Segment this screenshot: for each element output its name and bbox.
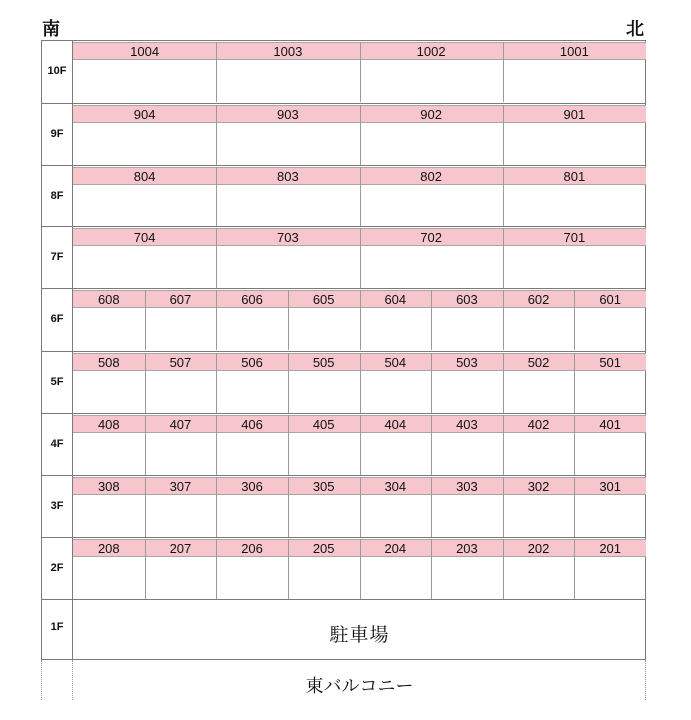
unit-room-area (216, 308, 288, 350)
unit-607 (145, 290, 217, 350)
unit-divider (145, 415, 146, 475)
unit-number: 702 (360, 228, 503, 246)
unit-room-area (360, 60, 503, 102)
unit-number: 508 (73, 353, 145, 371)
unit-801 (503, 167, 646, 227)
unit-room-area (73, 433, 145, 475)
unit-203 (431, 539, 503, 599)
unit-number: 207 (145, 539, 217, 557)
unit-902 (360, 105, 503, 165)
unit-divider (431, 415, 432, 475)
unit-1002 (360, 42, 503, 102)
unit-divider (503, 42, 504, 102)
unit-room-area (73, 495, 145, 537)
unit-number: 403 (431, 415, 503, 433)
unit-divider (145, 539, 146, 599)
unit-divider (574, 415, 575, 475)
unit-number: 604 (360, 290, 432, 308)
floor-label: 6F (50, 313, 64, 325)
unit-number: 206 (216, 539, 288, 557)
unit-room-area (288, 308, 360, 350)
unit-divider (145, 290, 146, 350)
unit-201 (574, 539, 646, 599)
floor-4f (41, 413, 646, 475)
unit-505 (288, 353, 360, 413)
unit-308 (73, 477, 145, 537)
unit-divider (216, 477, 217, 537)
unit-room-area (216, 60, 359, 102)
unit-number: 803 (216, 167, 359, 185)
unit-room-area (73, 185, 216, 227)
unit-number: 608 (73, 290, 145, 308)
unit-1001 (503, 42, 646, 102)
unit-divider (216, 167, 217, 227)
unit-301 (574, 477, 646, 537)
unit-divider (574, 477, 575, 537)
unit-divider (503, 415, 504, 475)
floor-7f (41, 226, 646, 288)
unit-room-area (73, 60, 216, 102)
unit-804 (73, 167, 216, 227)
floor-label: 8F (50, 190, 64, 202)
unit-divider (145, 353, 146, 413)
floor-label: 5F (50, 376, 64, 388)
balcony-label: 東バルコニー (305, 676, 414, 696)
unit-room-area (73, 557, 145, 599)
floor-label: 7F (50, 251, 64, 263)
unit-divider (431, 353, 432, 413)
floor-label: 1F (50, 621, 64, 633)
unit-number: 307 (145, 477, 217, 495)
unit-divider (360, 415, 361, 475)
unit-room-area (503, 495, 575, 537)
unit-508 (73, 353, 145, 413)
unit-room-area (574, 495, 646, 537)
unit-room-area (360, 185, 503, 227)
unit-room-area (288, 495, 360, 537)
floor-divider (41, 599, 646, 600)
floor-3f (41, 475, 646, 537)
unit-divider (360, 167, 361, 227)
unit-room-area (216, 433, 288, 475)
unit-606 (216, 290, 288, 350)
unit-divider (216, 42, 217, 102)
unit-803 (216, 167, 359, 227)
unit-number: 301 (574, 477, 646, 495)
unit-divider (216, 539, 217, 599)
unit-number: 304 (360, 477, 432, 495)
unit-number: 503 (431, 353, 503, 371)
unit-room-area (503, 123, 646, 165)
unit-number: 306 (216, 477, 288, 495)
unit-divider (360, 42, 361, 102)
unit-divider (360, 539, 361, 599)
unit-number: 1003 (216, 42, 359, 60)
unit-divider (503, 290, 504, 350)
unit-number: 605 (288, 290, 360, 308)
unit-divider (360, 353, 361, 413)
unit-704 (73, 228, 216, 288)
unit-divider (574, 290, 575, 350)
unit-divider (431, 539, 432, 599)
unit-room-area (503, 433, 575, 475)
unit-divider (288, 290, 289, 350)
unit-room-area (145, 371, 217, 413)
unit-608 (73, 290, 145, 350)
unit-room-area (574, 371, 646, 413)
floor-2f (41, 537, 646, 599)
unit-room-area (216, 246, 359, 288)
unit-702 (360, 228, 503, 288)
unit-407 (145, 415, 217, 475)
unit-room-area (360, 371, 432, 413)
unit-room-area (431, 557, 503, 599)
unit-number: 405 (288, 415, 360, 433)
unit-divider (431, 290, 432, 350)
unit-504 (360, 353, 432, 413)
unit-room-area (503, 185, 646, 227)
unit-divider (216, 228, 217, 288)
unit-number: 903 (216, 105, 359, 123)
unit-number: 208 (73, 539, 145, 557)
unit-1003 (216, 42, 359, 102)
unit-208 (73, 539, 145, 599)
unit-divider (431, 477, 432, 537)
unit-room-area (574, 433, 646, 475)
unit-507 (145, 353, 217, 413)
unit-number: 602 (503, 290, 575, 308)
unit-number: 801 (503, 167, 646, 185)
north-direction-label: 北 (626, 19, 644, 39)
unit-number: 507 (145, 353, 217, 371)
unit-divider (288, 353, 289, 413)
floor-8f (41, 165, 646, 227)
unit-number: 401 (574, 415, 646, 433)
unit-901 (503, 105, 646, 165)
unit-room-area (73, 308, 145, 350)
unit-502 (503, 353, 575, 413)
floor-5f (41, 351, 646, 413)
unit-room-area (288, 371, 360, 413)
unit-room-area (145, 557, 217, 599)
unit-number: 505 (288, 353, 360, 371)
floor-label: 2F (50, 562, 64, 574)
unit-number: 202 (503, 539, 575, 557)
unit-601 (574, 290, 646, 350)
unit-room-area (73, 246, 216, 288)
floor-divider (41, 413, 646, 414)
unit-402 (503, 415, 575, 475)
unit-403 (431, 415, 503, 475)
floor-label: 10F (47, 65, 67, 77)
unit-room-area (145, 433, 217, 475)
unit-number: 704 (73, 228, 216, 246)
unit-room-area (574, 557, 646, 599)
unit-room-area (360, 246, 503, 288)
unit-divider (360, 477, 361, 537)
floor-label: 4F (50, 438, 64, 450)
unit-divider (216, 290, 217, 350)
unit-number: 603 (431, 290, 503, 308)
unit-divider (288, 477, 289, 537)
unit-divider (503, 167, 504, 227)
unit-305 (288, 477, 360, 537)
unit-503 (431, 353, 503, 413)
unit-room-area (503, 371, 575, 413)
unit-202 (503, 539, 575, 599)
unit-room-area (288, 433, 360, 475)
unit-number: 404 (360, 415, 432, 433)
floor-divider (41, 103, 646, 104)
floor-divider (41, 475, 646, 476)
unit-number: 203 (431, 539, 503, 557)
unit-number: 201 (574, 539, 646, 557)
floor-divider (41, 537, 646, 538)
unit-number: 802 (360, 167, 503, 185)
unit-number: 902 (360, 105, 503, 123)
unit-divider (288, 415, 289, 475)
unit-304 (360, 477, 432, 537)
unit-number: 406 (216, 415, 288, 433)
unit-number: 904 (73, 105, 216, 123)
unit-307 (145, 477, 217, 537)
unit-number: 1001 (503, 42, 646, 60)
unit-206 (216, 539, 288, 599)
unit-404 (360, 415, 432, 475)
floor-divider (41, 226, 646, 227)
unit-number: 501 (574, 353, 646, 371)
unit-room-area (503, 308, 575, 350)
unit-302 (503, 477, 575, 537)
unit-205 (288, 539, 360, 599)
unit-room-area (145, 495, 217, 537)
unit-divider (216, 105, 217, 165)
unit-number: 701 (503, 228, 646, 246)
unit-number: 402 (503, 415, 575, 433)
unit-number: 703 (216, 228, 359, 246)
unit-406 (216, 415, 288, 475)
unit-number: 303 (431, 477, 503, 495)
unit-603 (431, 290, 503, 350)
unit-number: 606 (216, 290, 288, 308)
balcony-left-edge (41, 660, 42, 700)
unit-number: 901 (503, 105, 646, 123)
floor-divider (41, 351, 646, 352)
unit-room-area (431, 308, 503, 350)
floor-divider (41, 288, 646, 289)
unit-room-area (360, 557, 432, 599)
unit-room-area (216, 123, 359, 165)
unit-divider (216, 353, 217, 413)
unit-room-area (431, 433, 503, 475)
unit-number: 607 (145, 290, 217, 308)
unit-number: 504 (360, 353, 432, 371)
unit-number: 601 (574, 290, 646, 308)
unit-divider (145, 477, 146, 537)
south-direction-label: 南 (42, 19, 60, 39)
unit-divider (503, 477, 504, 537)
unit-number: 1002 (360, 42, 503, 60)
unit-number: 305 (288, 477, 360, 495)
unit-room-area (574, 308, 646, 350)
parking-label: 駐車場 (329, 625, 390, 646)
unit-904 (73, 105, 216, 165)
unit-room-area (288, 557, 360, 599)
unit-207 (145, 539, 217, 599)
unit-room-area (503, 60, 646, 102)
unit-number: 204 (360, 539, 432, 557)
unit-405 (288, 415, 360, 475)
unit-room-area (216, 371, 288, 413)
unit-number: 407 (145, 415, 217, 433)
unit-number: 308 (73, 477, 145, 495)
unit-divider (574, 539, 575, 599)
unit-number: 1004 (73, 42, 216, 60)
unit-room-area (360, 495, 432, 537)
unit-room-area (360, 433, 432, 475)
unit-divider (360, 228, 361, 288)
unit-room-area (503, 557, 575, 599)
floor-divider (41, 165, 646, 166)
unit-501 (574, 353, 646, 413)
unit-number: 408 (73, 415, 145, 433)
floor-6f (41, 288, 646, 350)
floor-10f (41, 40, 646, 102)
unit-divider (360, 105, 361, 165)
unit-divider (360, 290, 361, 350)
unit-room-area (216, 495, 288, 537)
unit-room-area (431, 495, 503, 537)
unit-divider (503, 539, 504, 599)
unit-room-area (216, 185, 359, 227)
unit-602 (503, 290, 575, 350)
unit-divider (574, 353, 575, 413)
unit-number: 502 (503, 353, 575, 371)
unit-room-area (360, 308, 432, 350)
unit-701 (503, 228, 646, 288)
unit-room-area (73, 123, 216, 165)
unit-number: 506 (216, 353, 288, 371)
unit-number: 205 (288, 539, 360, 557)
unit-room-area (360, 123, 503, 165)
floor-9f (41, 103, 646, 165)
unit-604 (360, 290, 432, 350)
unit-303 (431, 477, 503, 537)
unit-506 (216, 353, 288, 413)
unit-divider (503, 228, 504, 288)
unit-room-area (431, 371, 503, 413)
unit-divider (216, 415, 217, 475)
unit-408 (73, 415, 145, 475)
unit-number: 804 (73, 167, 216, 185)
unit-divider (503, 105, 504, 165)
unit-605 (288, 290, 360, 350)
unit-1004 (73, 42, 216, 102)
unit-divider (288, 539, 289, 599)
unit-room-area (216, 557, 288, 599)
unit-204 (360, 539, 432, 599)
unit-802 (360, 167, 503, 227)
unit-room-area (503, 246, 646, 288)
unit-room-area (145, 308, 217, 350)
floor-label: 3F (50, 500, 64, 512)
unit-703 (216, 228, 359, 288)
unit-number: 302 (503, 477, 575, 495)
unit-401 (574, 415, 646, 475)
unit-306 (216, 477, 288, 537)
unit-room-area (73, 371, 145, 413)
unit-divider (503, 353, 504, 413)
unit-903 (216, 105, 359, 165)
floor-label: 9F (50, 128, 64, 140)
